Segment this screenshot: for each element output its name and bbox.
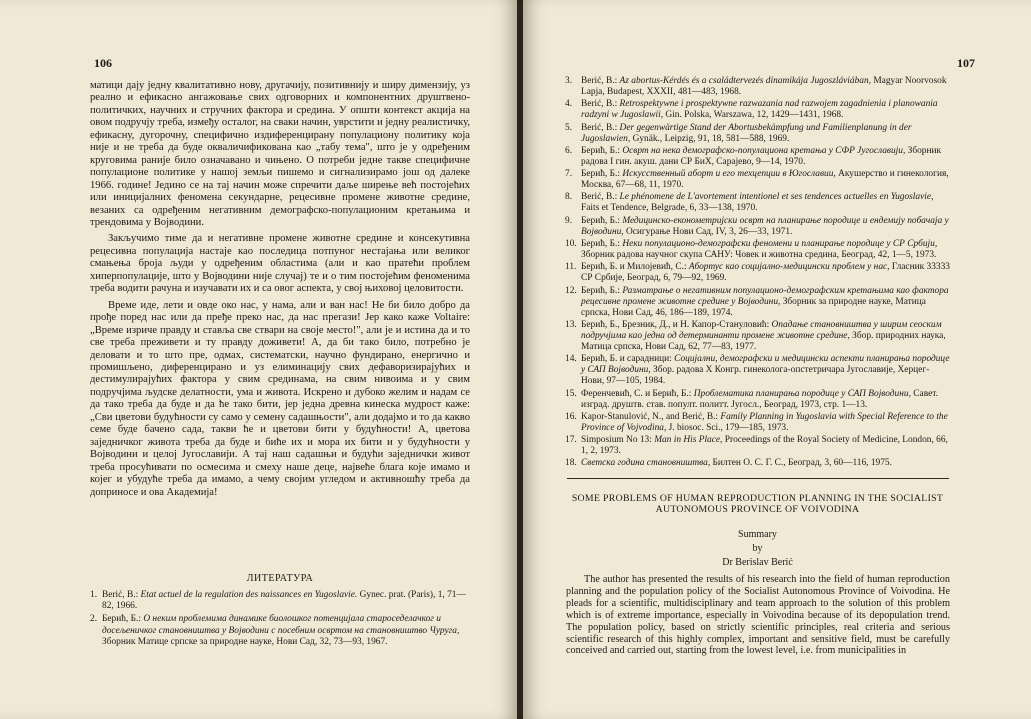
reference-item [565,458,950,469]
reference-author: Berić, B.: [581,99,618,110]
reference-number: 5. [565,122,573,133]
summary-title: SOME PROBLEMS OF HUMAN REPRODUCTION PLANNING IN THE SOCIALIST AUTONOMOUS PROVINCE OF VOIVODINA [571,493,944,515]
summary-text [566,574,950,657]
section-divider [567,478,949,479]
summary-paragraph: The author has presented the results of his research into the field of human reproduction planning and the population policy of the Socialist Autonomous Province of Voivodina. He pleads for a scientific, multidisciplinary and team approach to the solution of this problem which is of extreme importance, especially in Voivodina because of its depopulation trend. The population policy, based on strictly scientific principles, real criteria and serious scientific research of this highly complex, important and sensitive field, must be carefully conceived and carried out, starting from the lowest level, i.e. from municipalities in [566,574,950,657]
reference-number: 10. [565,238,577,249]
reference-item [90,614,470,648]
reference-title: Der gegenwärtige Stand der Abortusbekämpfung und Familienplanung in der Jugoslawien, [581,122,912,144]
reference-author: Ференчевић, С. и Берић, Б.: [581,388,692,399]
reference-number: 3. [565,76,573,86]
reference-title: Неки популационо-демографски феномени и планирање породице у СР Србији, [622,238,938,249]
reference-title: Проблематика планирања породице у САП Војводини, [693,388,911,399]
reference-item [565,123,950,145]
reference-author: Берић, Б.: [581,145,620,156]
reference-number: 15. [565,388,577,399]
reference-source: Gynäk., Leipzig, 91, 18, 581—588, 1969. [632,133,790,144]
reference-item [565,169,950,191]
reference-author: Берић, Б.: [581,215,620,226]
reference-item [565,389,950,411]
page-number-left: 106 [94,56,112,70]
reference-title: Az abortus-Kérdés és a családtervezés dinamikája Jugoszláviában, [619,76,871,86]
reference-title: Абортус као социјално-медицински проблем у нас, [688,262,890,273]
paragraph: Време иде, лети и овде око нас, у нама, али и ван нас! Не би било добро да прође поред нас или да пређе преко нас, да нас прегази! Јер како каже Voltaire: „Време изриче правду и ставља све ствари на своје место!", али је и истина да и то све треба преживети и ту правду доживети! А, да би тако било, потребно је деловати и то што пре, одмах, систематски, научно фундирано, енергично и промишљено, диференцирано и уз елиминацију свих дефаворизирајућих и дестимулирајућих фактора у свим срединама, на свим нивоима и у свим подручјима људске делатности, ума и живота. Искрено и дубоко желим и надам се да тако треба да буде и да ће тако бити, јер једна древна кинеска мудрост каже: „Сви цветови будућности су само у семену садашњости", али додајмо и то да какво семе буде бачено сада, такви ће и цветови бити у будућности! А, цветова заједничког живота треба да буде и биће их и мора их бити и у будућности у Војводини и целој Југославији. А тај наш садашњи и будући заједнички живот треба просућивати по осмесима и смеху наше деце, највеће блага које имамо и којег и убудуће треба да имамо, а чему својим угледом и активношћу треба да доприносе и ова Академија! [90,299,470,498]
paragraph: матици дају једну квалитативно нову, другачију, позитивнију и ширу димензију, уз реално и ефикасно ангажовање свих одговорних и компонентних друштвено-политичких, научних и стручних фактора и средина. У општи контекст акција на овом подручју треба, између осталог, на сваки начин, уврстити и једну реалистичку, ефикасну, дугорочну, специфично издиференцирану популациону политику која није и не треба да буде окваличификована као „табу тема", што је у одређеним круговима раније било означавано и чињено. О потреби једне такве специфичне популационе политике у нашој земљи пишемо и сигнализирамо још од далеке 1966. године! Једино се на тај начин може спречити даље ширење већ постојећих или иницијалних феномена секундарне, рецесивне промене животне средине, везаних са одређеним негативним демографско-популационим кретањима и трендовима у Војводини. [90,80,470,228]
reference-author: Berić, B.: [581,76,618,86]
reference-number: 2. [90,614,98,625]
reference-number: 13. [565,319,577,330]
reference-number: 1. [90,590,98,600]
reference-title: Man in His Place, [654,435,723,446]
reference-source: Билтен О. С. Г. С., Београд, 3, 60—116, 1975. [712,458,892,469]
reference-author: Simposium No 13: [581,435,652,446]
reference-source: J. biosoc. Sci., 179—185, 1973. [668,422,789,433]
reference-author: Берић, Б.: [581,285,620,296]
reference-number: 18. [565,458,577,469]
reference-source: Magyar Noorvosok Lapja, Budapest, XXXII, 481—483, 1968. [581,76,947,98]
by-label: by [752,543,763,554]
reference-source: Зборник за природне науке, Матица српска, Нови Сад, 46, 186—189, 1974. [581,296,926,318]
reference-number: 11. [565,262,577,273]
reference-item [565,435,950,457]
reference-source: Faits et Tendence, Belgrade, 6, 33—138, 1970. [581,203,758,214]
reference-source: Збор. радова Х Конгр. гинеколога-опстетричара Југославије, Херцег-Нови, 97—105, 1984. [581,365,930,387]
reference-item [565,320,950,353]
reference-number: 6. [565,145,573,156]
reference-author: Берић, Б. и Милојевић, С.: [581,262,687,273]
literature-heading: ЛИТЕРАТУРА [246,573,314,584]
reference-number: 14. [565,354,577,365]
reference-number: 7. [565,169,573,180]
reference-item [565,216,950,238]
reference-title: Le phénomene de L'avortement intentionel et ses tendences actuelles en Yugoslavie, [619,192,934,203]
reference-source: Gin. Polska, Warszawa, 12, 1429—1431, 1968. [665,110,844,121]
reference-source: Зборник радова I гин. акуш. дани СР БиХ, Сарајево, 9—14, 1970. [581,145,942,167]
reference-number: 17. [565,435,577,446]
reference-title: Осврт на нека демографско-популациона кретања у СФР Југославији, [622,145,906,156]
reference-item [565,99,950,121]
reference-source: Збор. природних наука, Матица српска, Нови Сад, 62, 77—83, 1977. [581,330,946,352]
reference-item [565,412,950,434]
reference-source: Зборник радова научног скупа САНУ: Човек и животна средина, Београд, 42, 1—5, 1973. [581,250,937,261]
reference-list [90,590,470,650]
reference-source: Осигурање Нови Сад, IV, 3, 26—33, 1971. [625,226,793,237]
summary-author: Dr Berislav Berić [722,557,793,568]
reference-item [90,590,470,612]
reference-title: Медицинско-економетријски осврт на планирање породице и ендемију побачаја у Војводини, [581,215,949,237]
reference-list [565,76,950,471]
reference-source: Гласник 33333 СР Србије, Београд, 6, 79—92, 1969. [581,262,950,284]
reference-author: Берић, Б., Брезник, Д., и Н. Капор-Стануловић: [581,319,770,330]
reference-number: 12. [565,285,577,296]
body-text [90,80,470,503]
reference-author: Берић, Б.: [102,614,141,625]
reference-source: Зборник Матице српске за природне науке, Нови Сад, 32, 73—93, 1967. [102,636,388,647]
reference-item [565,146,950,168]
reference-title: Искусственный аборт и его техцепции в Югославии, [622,169,836,180]
reference-item [565,76,950,98]
reference-item [565,192,950,214]
reference-author: Berić, B.: [581,122,618,133]
paragraph: Закључимо тиме да и негативне промене животне средине и консекутивна рецесивна популација настаје као последица потпуног нестајања или великог смањења броја људи у одређеним областима (али и као пратећи проблем хиперпопулације, што у Војводини није случај) те и о тим постојећим феноменима треба водити рачуна и изучавати их и са овог аспекта, у свој њиховој целовитости. [90,233,470,295]
reference-item [565,286,950,319]
reference-author: Berić, B.: [102,590,139,600]
reference-title: Светска година становништва, [581,458,711,469]
reference-author: Berić, B.: [581,192,618,203]
reference-source: Савет. изград. друштв. став. популт. политт. Југосл., Београд, 1973, стр. 1—13. [581,388,938,410]
reference-number: 16. [565,411,577,422]
reference-title: Etat actuel de la regulation des naissances en Yugoslavie. [140,590,358,600]
page-number-right: 107 [957,56,975,70]
reference-author: Берић, Б.: [581,169,620,180]
reference-item [565,262,950,284]
reference-item [565,354,950,387]
reference-item [565,239,950,261]
reference-source: Gynec. prat. (Paris), 1, 71—82, 1966. [102,590,466,612]
reference-number: 4. [565,99,573,110]
reference-author: Берић, Б.: [581,238,620,249]
reference-title: Опадање становништва у ширим сеоским подручјима као једна од детерминанти промене животне средине, [581,319,942,341]
reference-title: О неким проблемима динамике биолошког потенцијала староседелачког и досељеничког становништва у Војводини с посебним освртом на становништво Чуруга, [102,614,460,636]
reference-author: Берић, Б. и сарадници: [581,354,672,365]
reference-number: 8. [565,192,573,203]
reference-title: Retrospektywne i prospektywne razwazania nad razwojem zagadnienia i planowania radzyni w Jugoslawii, [581,99,938,121]
summary-label: Summary [738,529,777,540]
reference-title: Разматрање о негативним популационо-демографским кретањима као фактора рецесивне промене животне средине у Војводини, [581,285,949,307]
reference-author: Kapor-Stanulović, N., and Berić, B.: [581,411,719,422]
reference-source: Proceedings of the Royal Society of Medicine, London, 66, 1, 2, 1973. [581,435,948,457]
reference-number: 9. [565,215,573,226]
reference-title: Family Planning in Yugoslavia with Special Reference to the Province of Vojvodina, [581,411,948,433]
reference-title: Социјални, демографски и медицински аспекти планирања породице у САП Војводини, [581,354,950,376]
reference-source: Акушерство и гинекология, Москва, 67—68, 11, 1970. [581,169,949,191]
